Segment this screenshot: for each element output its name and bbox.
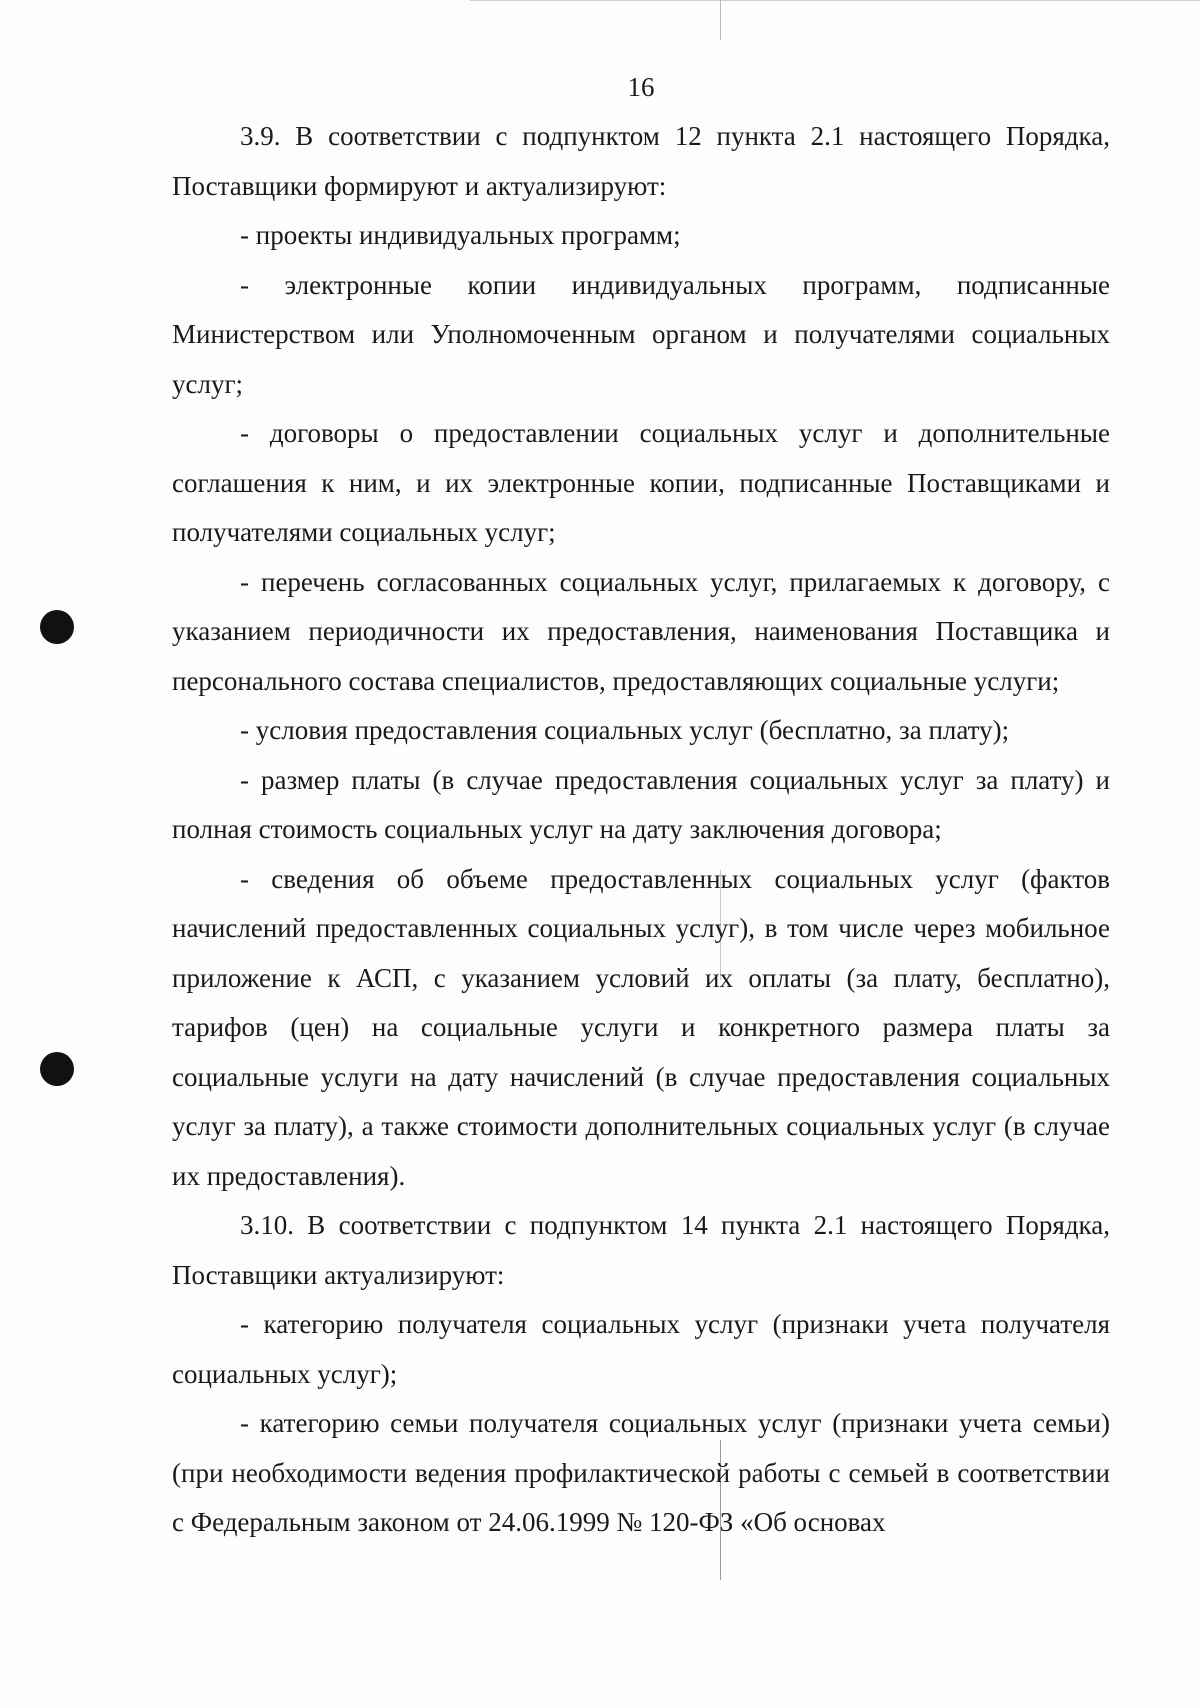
scan-artifact-line	[720, 0, 721, 40]
page-number: 16	[627, 72, 655, 102]
list-item: - размер платы (в случае предоставления социальных услуг за плату) и полная стоимость социальных услуг на дату заключения договора;	[172, 764, 1110, 844]
scan-edge-line	[470, 0, 1200, 1]
list-item: - категорию семьи получателя социальных услуг (признаки учета семьи) (при необходимости ведения профилактической работы с семьей в соответствии с Федеральным законом от 24.06.1999 № 120-ФЗ «Об основах	[172, 1408, 1110, 1537]
punch-hole	[40, 610, 74, 644]
list-item: - проекты индивидуальных программ;	[240, 220, 681, 250]
list-item: - электронные копии индивидуальных программ, подписанные Министерством или Уполномоченным органом и получателями социальных услуг;	[172, 269, 1110, 399]
list-item: - договоры о предоставлении социальных услуг и дополнительные соглашения к ним, и их электронные копии, подписанные Поставщиками и получателями социальных услуг;	[172, 418, 1110, 547]
punch-hole	[40, 1052, 74, 1086]
list-item: - сведения об объеме предоставленных социальных услуг (фактов начислений предоставленных социальных услуг), в том числе через мобильное приложение к АСП, с указанием условий их оплаты (за плату, бесплатно), тарифов (цен) на социальные услуги и конкретного размера платы за социальные услуги на дату начислений (в случае предоставления социальных услуг за плату), а также стоимости дополнительных социальных услуг (в случае их предоставления).	[172, 863, 1110, 1191]
list-item: - категорию получателя социальных услуг (признаки учета получателя социальных услуг);	[172, 1309, 1110, 1389]
paragraph-3-10: 3.10. В соответствии с подпунктом 14 пункта 2.1 настоящего Порядка, Поставщики актуализируют:	[172, 1210, 1110, 1290]
list-item: - условия предоставления социальных услуг (бесплатно, за плату);	[240, 715, 1010, 745]
list-item: - перечень согласованных социальных услуг, прилагаемых к договору, с указанием периодичности их предоставления, наименования Поставщика и персонального состава специалистов, предоставляющих социальные услуги;	[172, 566, 1110, 696]
paragraph-3-9: 3.9. В соответствии с подпунктом 12 пункта 2.1 настоящего Порядка, Поставщики формируют и актуализируют:	[172, 121, 1110, 201]
document-body	[172, 112, 1110, 1548]
